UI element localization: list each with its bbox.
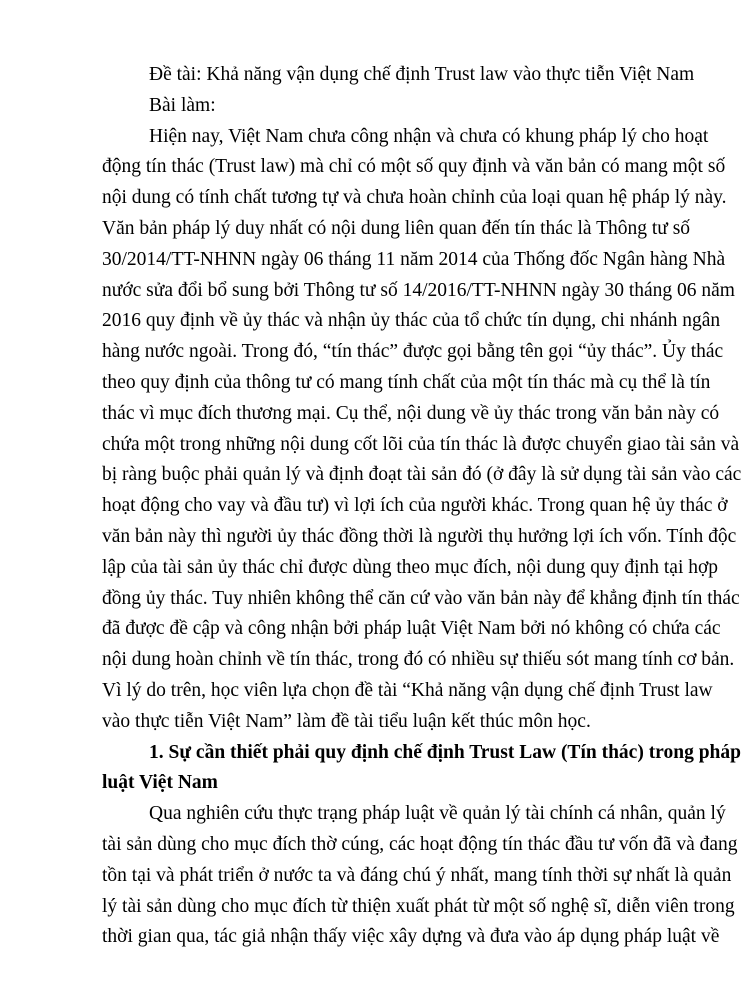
paragraph-line: chứa một trong những nội dung cốt lõi của tín thác là được chuyển giao tài sản và [102, 433, 740, 455]
paragraph-line: tồn tại và phát triển ở nước ta và đáng chú ý nhất, mang tính thời sự nhất là quản [102, 864, 732, 886]
heading-line: 1. Sự cần thiết phải quy định chế định Trust Law (Tín thác) trong pháp [149, 741, 741, 763]
paragraph-line: 30/2014/TT-NHNN ngày 06 tháng 11 năm 2014 của Thống đốc Ngân hàng Nhà [102, 248, 726, 270]
paragraph-line: lý tài sản dùng cho mục đích từ thiện xuất phát từ một số nghệ sĩ, diễn viên trong [102, 895, 735, 917]
paragraph-line: hoạt động cho vay và đầu tư) vì lợi ích của người khác. Trong quan hệ ủy thác ở [102, 495, 728, 517]
paragraph-line: văn bản này thì người ủy thác đồng thời là người thụ hưởng lợi ích vốn. Tính độc [102, 525, 737, 547]
paragraph-line: lập của tài sản ủy thác chỉ được dùng theo mục đích, nội dung quy định tại hợp [102, 556, 719, 578]
paragraph-line: thác vì mục đích thương mại. Cụ thể, nội dung về ủy thác trong văn bản này có [102, 402, 720, 424]
paragraph-line: theo quy định của thông tư có mang tính chất của một tín thác mà cụ thể là tín [102, 371, 711, 393]
paragraph-line: hàng nước ngoài. Trong đó, “tín thác” được gọi bằng tên gọi “ủy thác”. Ủy thác [102, 341, 724, 363]
paragraph-introduction [102, 122, 742, 738]
section-heading [102, 738, 741, 800]
heading-line: luật Việt Nam [102, 772, 218, 794]
paragraph-line: tài sản dùng cho mục đích thờ cúng, các hoạt động tín thác đầu tư vốn đã và đang [102, 833, 738, 855]
paragraph-line: đồng ủy thác. Tuy nhiên không thể căn cứ vào văn bản này để khẳng định tín thác [102, 587, 740, 609]
topic-line: Đề tài: Khả năng vận dụng chế định Trust law vào thực tiễn Việt Nam [149, 64, 695, 85]
paragraph-section-1 [102, 799, 738, 953]
paragraph-line: Qua nghiên cứu thực trạng pháp luật về quản lý tài chính cá nhân, quản lý [149, 803, 726, 825]
paragraph-line: nội dung có tính chất tương tự và chưa hoàn chỉnh của loại quan hệ pháp lý này. [102, 187, 727, 209]
paragraph-line: Hiện nay, Việt Nam chưa công nhận và chưa có khung pháp lý cho hoạt [149, 125, 709, 147]
paragraph-line: Văn bản pháp lý duy nhất có nội dung liên quan đến tín thác là Thông tư số [102, 217, 691, 239]
paragraph-line: 2016 quy định về ủy thác và nhận ủy thác của tổ chức tín dụng, chi nhánh ngân [102, 310, 721, 332]
paragraph-line: nước sửa đổi bổ sung bởi Thông tư số 14/2016/TT-NHNN ngày 30 tháng 06 năm [102, 279, 735, 301]
paragraph-line: vào thực tiễn Việt Nam” làm đề tài tiểu luận kết thúc môn học. [102, 710, 591, 732]
document-page [102, 60, 742, 953]
paragraph-line: động tín thác (Trust law) mà chỉ có một số quy định và văn bản có mang một số [102, 156, 726, 178]
paragraph-line: bị ràng buộc phải quản lý và định đoạt tài sản đó (ở đây là sử dụng tài sản vào các [102, 464, 742, 486]
paragraph-line: đã được đề cập và công nhận bởi pháp luật Việt Nam bởi nó không có chứa các [102, 618, 721, 640]
paragraph-line: Vì lý do trên, học viên lựa chọn đề tài “Khả năng vận dụng chế định Trust law [102, 679, 713, 701]
paragraph-line: nội dung hoàn chỉnh về tín thác, trong đó có nhiều sự thiếu sót mang tính cơ bản. [102, 649, 735, 671]
answer-label: Bài làm: [149, 94, 216, 116]
paragraph-line: thời gian qua, tác giả nhận thấy việc xây dựng và đưa vào áp dụng pháp luật về [102, 926, 720, 948]
